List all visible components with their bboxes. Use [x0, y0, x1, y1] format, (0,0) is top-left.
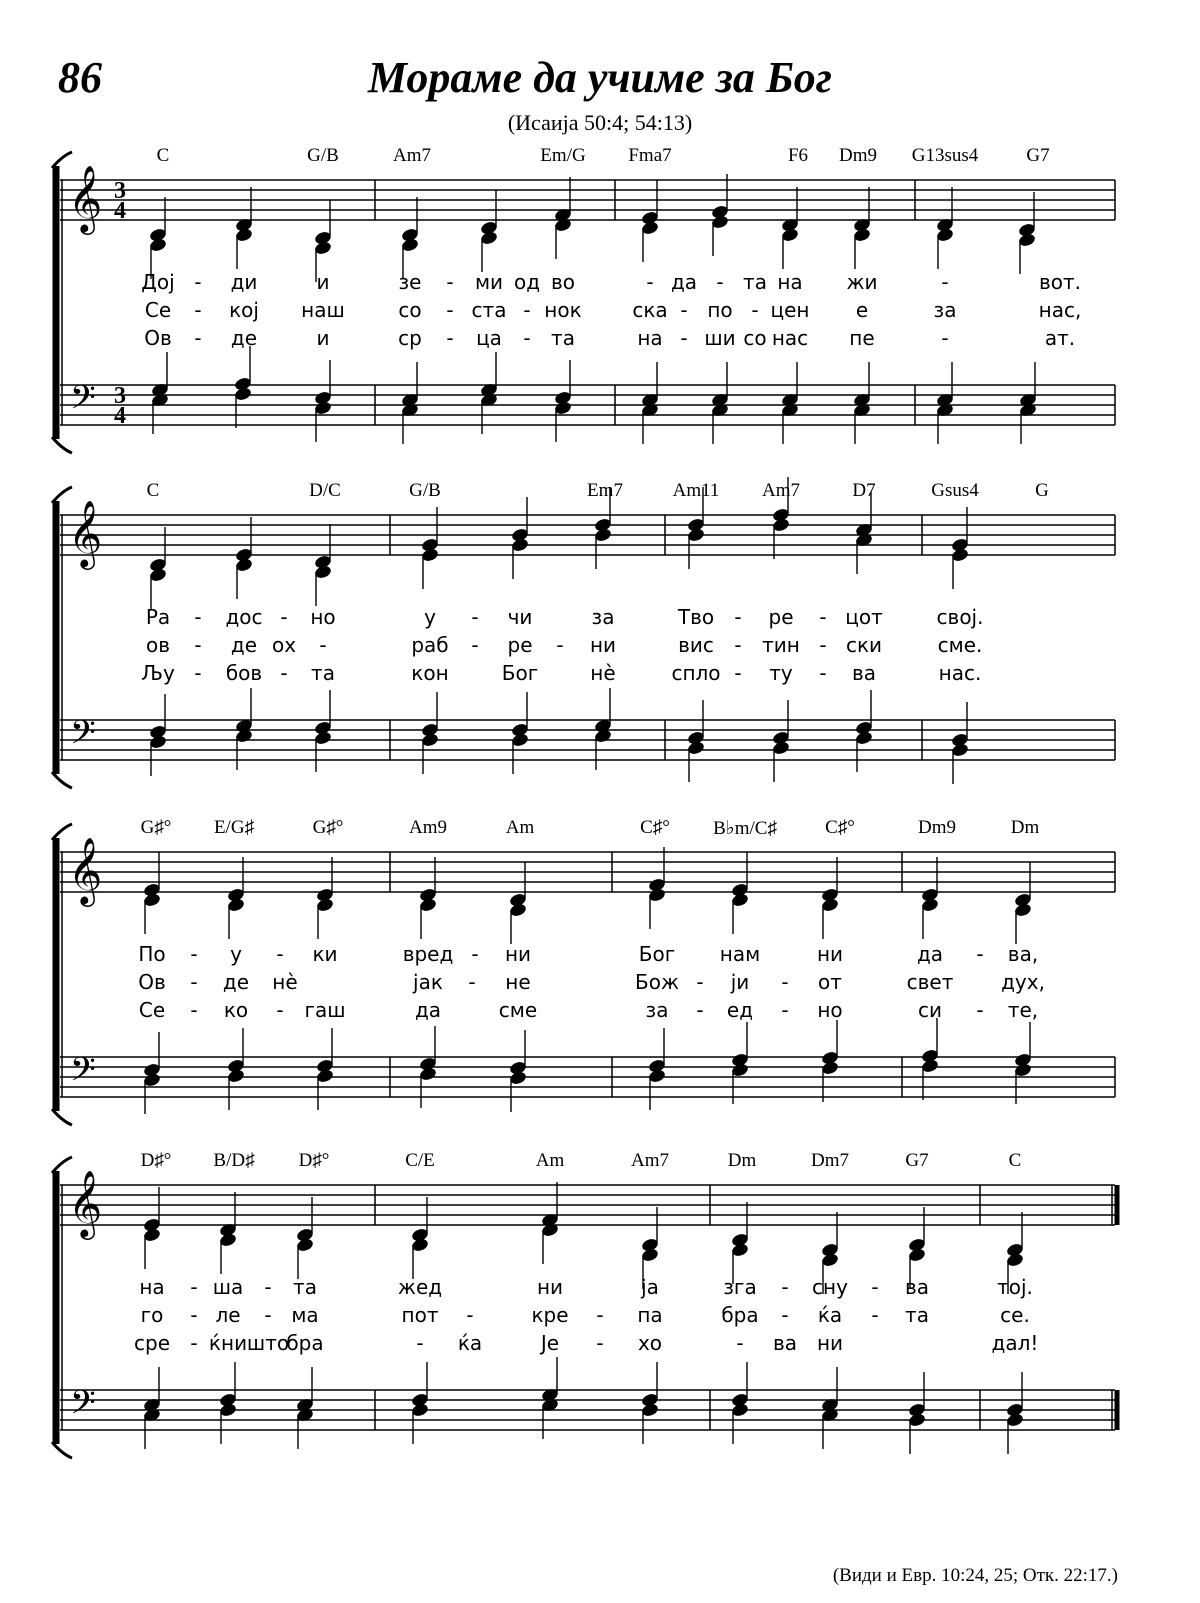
- lyric-syllable: ма: [291, 1303, 319, 1327]
- scripture-reference: (Исаија 50:4; 54:13): [507, 110, 693, 135]
- chord-symbol: C♯°: [640, 817, 670, 838]
- lyric-syllable: тој.: [997, 1275, 1033, 1299]
- lyric-syllable: се.: [1000, 1303, 1030, 1327]
- lyric-syllable: -: [646, 270, 654, 294]
- lyric-syllable: Бог: [501, 661, 539, 685]
- lyric-syllable: -: [781, 1303, 789, 1327]
- lyric-syllable: -: [523, 298, 531, 322]
- lyric-syllable: ќа: [817, 1303, 843, 1327]
- lyric-syllable: та: [311, 661, 335, 685]
- lyric-syllable: ре: [768, 605, 794, 629]
- lyric-syllable: пот: [401, 1303, 439, 1327]
- lyric-syllable: ва,: [1007, 942, 1039, 966]
- lyric-syllable: -: [941, 270, 949, 294]
- lyric-syllable: тин: [762, 633, 800, 657]
- lyric-syllable: -: [781, 970, 789, 994]
- lyric-syllable: -: [190, 998, 198, 1022]
- lyric-syllable: ни: [816, 942, 844, 966]
- lyric-syllable: сре: [134, 1331, 170, 1355]
- lyric-syllable: де: [230, 326, 258, 350]
- lyric-syllable: цот: [845, 605, 883, 629]
- bass-clef-icon: 𝄢: [70, 379, 96, 425]
- lyric-syllable: Ра: [145, 605, 171, 629]
- lyric-syllable: ја: [641, 1275, 659, 1299]
- lyric-syllable: По: [138, 942, 166, 966]
- lyric-syllable: ши: [704, 326, 736, 350]
- lyric-syllable: цен: [770, 298, 810, 322]
- chord-symbol: G/B: [307, 145, 339, 166]
- lyric-syllable: и: [316, 326, 330, 350]
- lyric-syllable: си: [918, 998, 942, 1022]
- lyric-syllable: у: [230, 942, 242, 966]
- chord-symbol: Am9: [409, 817, 447, 838]
- chord-symbol: Am7: [631, 1150, 669, 1171]
- lyric-syllable: Се: [138, 998, 166, 1022]
- chord-symbol: C/E: [405, 1150, 435, 1171]
- chord-symbol: D♯°: [140, 1150, 172, 1171]
- lyric-syllable: бра: [721, 1303, 759, 1327]
- lyric-syllable: та: [743, 270, 767, 294]
- chord-symbol: D7: [852, 480, 876, 501]
- lyric-syllable: де: [230, 633, 258, 657]
- lyric-syllable: сме.: [937, 633, 983, 657]
- treble-clef-icon: 𝄞: [68, 164, 103, 232]
- lyric-syllable: -: [716, 270, 724, 294]
- lyric-syllable: нè: [590, 661, 616, 685]
- music-system-3: [0, 812, 1200, 1142]
- time-signature-bottom: 4: [114, 403, 126, 429]
- lyric-syllable: де: [222, 970, 250, 994]
- lyric-syllable: -: [471, 605, 479, 629]
- lyric-syllable: не: [505, 970, 531, 994]
- song-number: 86: [58, 53, 102, 102]
- bass-clef-icon: 𝄢: [70, 1384, 96, 1430]
- lyric-syllable: -: [194, 605, 202, 629]
- lyric-syllable: ту: [769, 661, 793, 685]
- lyric-syllable: -: [190, 942, 198, 966]
- chord-symbol: C: [156, 145, 170, 166]
- lyric-syllable: но: [817, 998, 843, 1022]
- lyric-syllable: ста: [471, 298, 507, 322]
- lyric-syllable: хо: [637, 1331, 663, 1355]
- lyric-syllable: со: [398, 298, 422, 322]
- lyric-syllable: Тво: [677, 605, 715, 629]
- chord-symbol: G7: [1026, 145, 1050, 166]
- lyric-syllable: ни: [816, 1331, 844, 1355]
- chord-symbol: B/D♯: [213, 1150, 255, 1171]
- lyric-syllable: за: [933, 298, 957, 322]
- lyric-syllable: дух,: [1001, 970, 1045, 994]
- lyric-syllable: у: [424, 605, 436, 629]
- chord-symbol: Dm: [1010, 817, 1040, 838]
- lyric-syllable: во: [550, 270, 576, 294]
- lyric-syllable: зга: [723, 1275, 757, 1299]
- chord-symbol: G: [1035, 480, 1049, 501]
- lyric-syllable: бра: [286, 1331, 324, 1355]
- chord-symbol: C: [146, 480, 160, 501]
- lyric-syllable: жи: [846, 270, 878, 294]
- lyric-syllable: -: [264, 1275, 272, 1299]
- lyric-syllable: -: [446, 270, 454, 294]
- lyric-syllable: ца: [476, 326, 502, 350]
- chord-symbol: D♯°: [298, 1150, 330, 1171]
- lyric-syllable: от: [818, 970, 842, 994]
- lyric-syllable: -: [319, 633, 327, 657]
- lyric-syllable: кре: [531, 1303, 569, 1327]
- lyric-syllable: -: [194, 661, 202, 685]
- lyric-syllable: ср: [398, 326, 422, 350]
- lyric-syllable: та: [293, 1275, 317, 1299]
- lyric-syllable: го: [140, 1303, 164, 1327]
- music-system-2: [0, 475, 1200, 805]
- lyric-syllable: -: [446, 326, 454, 350]
- lyric-syllable: од: [513, 270, 541, 294]
- lyric-syllable: ко: [223, 998, 249, 1022]
- lyric-syllable: -: [696, 998, 704, 1022]
- lyric-syllable: ва: [904, 1275, 930, 1299]
- lyric-syllable: зе: [398, 270, 422, 294]
- time-signature-top: 3: [114, 178, 126, 204]
- lyric-syllable: -: [819, 633, 827, 657]
- lyric-syllable: чи: [507, 605, 533, 629]
- lyric-syllable: нас: [771, 326, 809, 350]
- music-system-1: [0, 140, 1200, 470]
- lyric-syllable: -: [190, 1303, 198, 1327]
- lyric-syllable: по: [707, 298, 733, 322]
- bracket-bottom-hook: [52, 1442, 72, 1458]
- lyric-syllable: дал!: [991, 1331, 1039, 1355]
- bass-clef-icon: 𝄢: [70, 714, 96, 760]
- chord-symbol: Am11: [672, 480, 720, 501]
- lyric-syllable: бов: [225, 661, 263, 685]
- lyric-syllable: да: [916, 942, 944, 966]
- lyric-syllable: па: [637, 1303, 663, 1327]
- lyric-syllable: Је: [540, 1331, 560, 1355]
- lyric-syllable: на: [139, 1275, 165, 1299]
- lyric-syllable: -: [264, 1303, 272, 1327]
- lyric-syllable: спло: [671, 661, 721, 685]
- lyric-syllable: -: [194, 270, 202, 294]
- lyric-syllable: -: [280, 605, 288, 629]
- lyric-syllable: свој.: [936, 605, 984, 629]
- lyric-syllable: ќа: [457, 1331, 483, 1355]
- lyric-syllable: -: [280, 661, 288, 685]
- staff-graphics: [0, 140, 1200, 470]
- lyric-syllable: -: [276, 942, 284, 966]
- time-signature-top: 3: [114, 383, 126, 409]
- lyric-syllable: -: [734, 605, 742, 629]
- lyric-syllable: вот.: [1038, 270, 1082, 294]
- lyric-syllable: но: [310, 605, 336, 629]
- lyric-syllable: -: [466, 1303, 474, 1327]
- chord-symbol: C: [1008, 1150, 1022, 1171]
- lyric-syllable: -: [736, 1331, 744, 1355]
- footnote-references: (Види и Евр. 10:24, 25; Отк. 22:17.): [832, 1565, 1118, 1586]
- chord-symbol: D/C: [309, 480, 341, 501]
- lyric-syllable: кон: [411, 661, 449, 685]
- lyric-syllable: -: [471, 942, 479, 966]
- lyric-syllable: Љу: [141, 661, 175, 685]
- lyric-syllable: ќни: [208, 1331, 248, 1355]
- lyric-syllable: -: [819, 605, 827, 629]
- bracket-bottom-hook: [52, 772, 72, 788]
- lyric-syllable: ре: [507, 633, 533, 657]
- treble-clef-icon: 𝄞: [68, 499, 103, 567]
- lyric-syllable: те,: [1007, 998, 1039, 1022]
- lyric-syllable: наш: [301, 298, 345, 322]
- chord-symbol: G♯°: [140, 817, 172, 838]
- lyric-syllable: Бог: [638, 942, 676, 966]
- lyric-syllable: ох: [271, 633, 297, 657]
- lyric-syllable: ни: [504, 942, 532, 966]
- chord-symbol: Am: [535, 1150, 565, 1171]
- lyric-syllable: Ов: [144, 326, 172, 350]
- lyric-syllable: ска: [632, 298, 668, 322]
- chord-symbol: Dm9: [839, 145, 877, 166]
- lyric-syllable: жед: [397, 1275, 443, 1299]
- lyric-syllable: ди: [230, 270, 258, 294]
- lyric-syllable: -: [751, 298, 759, 322]
- chord-symbol: Dm9: [918, 817, 956, 838]
- lyric-syllable: -: [596, 1303, 604, 1327]
- lyric-syllable: нас,: [1038, 298, 1082, 322]
- lyric-syllable: вис: [678, 633, 714, 657]
- lyric-syllable: -: [976, 942, 984, 966]
- lyric-syllable: -: [194, 298, 202, 322]
- lyric-syllable: -: [276, 998, 284, 1022]
- chord-symbol: Gsus4: [931, 480, 979, 501]
- lyric-syllable: ки: [312, 942, 338, 966]
- lyric-syllable: нок: [544, 298, 582, 322]
- music-system-4: [0, 1145, 1200, 1475]
- chord-symbol: G/B: [409, 480, 441, 501]
- bass-clef-icon: 𝄢: [70, 1051, 96, 1097]
- lyric-syllable: на: [777, 270, 803, 294]
- chord-symbol: Em/G: [540, 145, 586, 166]
- lyric-syllable: раб: [411, 633, 449, 657]
- lyric-syllable: -: [680, 298, 688, 322]
- lyric-syllable: та: [905, 1303, 929, 1327]
- lyric-syllable: ша: [212, 1275, 244, 1299]
- lyric-syllable: пе: [849, 326, 875, 350]
- lyric-syllable: ва: [772, 1331, 798, 1355]
- lyric-syllable: -: [190, 970, 198, 994]
- chord-symbol: Fma7: [628, 145, 672, 166]
- lyric-syllable: сме: [498, 998, 538, 1022]
- chord-symbol: E/G♯: [213, 817, 255, 838]
- lyric-syllable: -: [680, 326, 688, 350]
- lyric-syllable: та: [551, 326, 575, 350]
- lyric-syllable: е: [855, 298, 869, 322]
- lyric-syllable: -: [190, 1331, 198, 1355]
- bracket-bottom-hook: [52, 1109, 72, 1125]
- lyric-syllable: кој: [229, 298, 259, 322]
- lyric-syllable: -: [734, 661, 742, 685]
- lyric-syllable: -: [871, 1275, 879, 1299]
- lyric-syllable: за: [591, 605, 615, 629]
- lyric-syllable: -: [446, 298, 454, 322]
- lyric-syllable: -: [194, 326, 202, 350]
- chord-symbol: F6: [787, 145, 809, 166]
- lyric-syllable: -: [523, 326, 531, 350]
- lyric-syllable: ни: [589, 633, 617, 657]
- lyric-syllable: -: [190, 1275, 198, 1299]
- lyric-syllable: -: [781, 1275, 789, 1299]
- lyric-syllable: сну: [812, 1275, 848, 1299]
- lyric-syllable: -: [416, 1331, 424, 1355]
- chord-symbol: G♯°: [312, 817, 344, 838]
- lyric-syllable: ед: [726, 998, 754, 1022]
- lyric-syllable: ат.: [1044, 326, 1076, 350]
- lyric-syllable: ји: [730, 970, 750, 994]
- chord-symbol: C♯°: [825, 817, 855, 838]
- bracket-bottom-hook: [52, 437, 72, 453]
- lyric-syllable: ни: [536, 1275, 564, 1299]
- lyric-syllable: -: [819, 661, 827, 685]
- song-title: Мораме да учиме за Бог: [367, 53, 833, 102]
- lyric-syllable: дос: [225, 605, 263, 629]
- lyric-syllable: -: [556, 633, 564, 657]
- lyric-syllable: -: [976, 998, 984, 1022]
- lyric-syllable: со: [743, 326, 767, 350]
- lyric-syllable: ле: [215, 1303, 241, 1327]
- treble-clef-icon: 𝄞: [68, 836, 103, 904]
- lyric-syllable: Ов: [138, 970, 166, 994]
- chord-symbol: B♭m/C♯: [713, 818, 777, 839]
- lyric-syllable: -: [871, 1303, 879, 1327]
- lyric-syllable: нам: [719, 942, 761, 966]
- lyric-syllable: ски: [845, 633, 883, 657]
- lyric-syllable: Се: [144, 298, 172, 322]
- lyric-syllable: -: [941, 326, 949, 350]
- lyric-syllable: ва: [851, 661, 877, 685]
- lyric-syllable: гаш: [304, 998, 346, 1022]
- lyric-syllable: -: [734, 633, 742, 657]
- lyric-syllable: вред: [402, 942, 454, 966]
- lyric-syllable: ми: [474, 270, 504, 294]
- lyric-syllable: да: [414, 998, 442, 1022]
- chord-symbol: Am7: [393, 145, 431, 166]
- chord-symbol: Dm7: [811, 1150, 849, 1171]
- chord-symbol: G13sus4: [911, 145, 979, 166]
- lyric-syllable: -: [696, 970, 704, 994]
- lyric-syllable: ов: [145, 633, 171, 657]
- time-signature-bottom: 4: [114, 198, 126, 224]
- lyric-syllable: -: [194, 633, 202, 657]
- lyric-syllable: што: [246, 1331, 290, 1355]
- chord-symbol: Em7: [587, 480, 623, 501]
- lyric-syllable: -: [468, 970, 476, 994]
- lyric-syllable: -: [596, 1331, 604, 1355]
- lyric-syllable: и: [316, 270, 330, 294]
- lyric-syllable: на: [637, 326, 663, 350]
- chord-symbol: Am: [505, 817, 535, 838]
- lyric-syllable: -: [471, 633, 479, 657]
- lyric-syllable: нè: [272, 970, 298, 994]
- lyric-syllable: јак: [413, 970, 443, 994]
- chord-symbol: Dm: [727, 1150, 757, 1171]
- lyric-syllable: Бож: [635, 970, 679, 994]
- lyric-syllable: Дој: [141, 270, 175, 294]
- lyric-syllable: -: [781, 998, 789, 1022]
- lyric-syllable: нас.: [938, 661, 982, 685]
- lyric-syllable: да: [670, 270, 698, 294]
- lyric-syllable: за: [645, 998, 669, 1022]
- chord-symbol: G7: [905, 1150, 929, 1171]
- chord-symbol: Am7: [762, 480, 800, 501]
- treble-clef-icon: 𝄞: [68, 1169, 103, 1237]
- lyric-syllable: свет: [906, 970, 954, 994]
